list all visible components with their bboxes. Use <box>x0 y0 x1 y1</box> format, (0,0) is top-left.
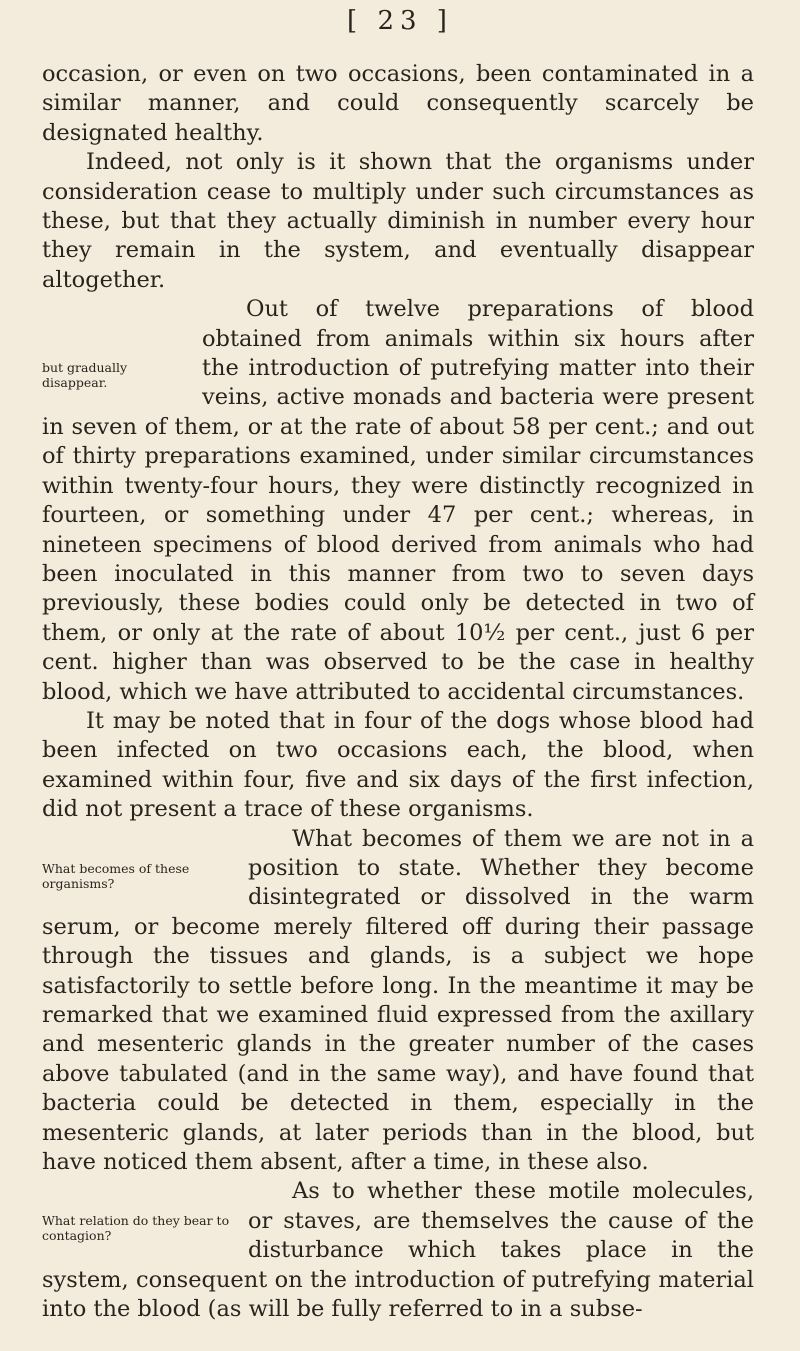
margin-note-3: What relation do they bear to contagion? <box>42 1213 230 1244</box>
paragraph-2: Indeed, not only is it shown that the organisms under consideration cease to multiply under such circumstances as these, but that they actually diminish in number every hour they remain in the system, and eventually disappear altogether. <box>42 149 754 293</box>
page-number: [ 23 ] <box>347 6 453 36</box>
paragraph-6: As to whether these motile molecules, or staves, are themselves the cause of the disturbance which takes place in the system, consequent on the introduction of putrefying material into the blood (as will be fully referred to in a subse- <box>42 1178 754 1323</box>
paragraph-1: occasion, or even on two occasions, been contaminated in a similar manner, and could consequently scarcely be designated healthy. <box>42 61 754 146</box>
margin-note-2: What becomes of these organisms? <box>42 860 190 891</box>
body-text <box>42 60 754 1324</box>
paragraph-5: What becomes of them we are not in a position to state. Whether they become disintegrated or dissolved in the warm serum, or become merely filtered off during their passage through the tissues and glands, is a subject we hope satisfactorily to settle before long. In the meantime it may be remarked that we examined fluid expressed from the axillary and mesenteric glands in the greater number of the cases above tabulated (and in the same way), and have found that bacteria could be detected in them, especially in the mesenteric glands, at later periods than in the blood, but have noticed them absent, after a time, in these also. <box>42 825 754 1176</box>
paragraph-4: It may be noted that in four of the dogs whose blood had been infected on two occasions each, the blood, when examined within four, five and six days of the first infection, did not present a trace of these organisms. <box>42 707 754 823</box>
paragraph-3: Out of twelve preparations of blood obtained from animals within six hours after the introduction of putrefying matter into their veins, active monads and bacteria were present in seven of them, or at the rate of about 58 per cent.; and out of thirty preparations examined, under similar circumstances within twenty-four hours, they were distinctly recognized in fourteen, or something under 47 per cent.; whereas, in nineteen specimens of blood derived from animals who had been inoculated in this manner from two to seven days previously, these bodies could only be detected in two of them, or only at the rate of about 10½ per cent., just 6 per cent. higher than was observed to be the case in healthy blood, which we have attributed to accidental circumstances. <box>42 296 754 705</box>
margin-note-1: but gradually disappear. <box>42 360 128 391</box>
